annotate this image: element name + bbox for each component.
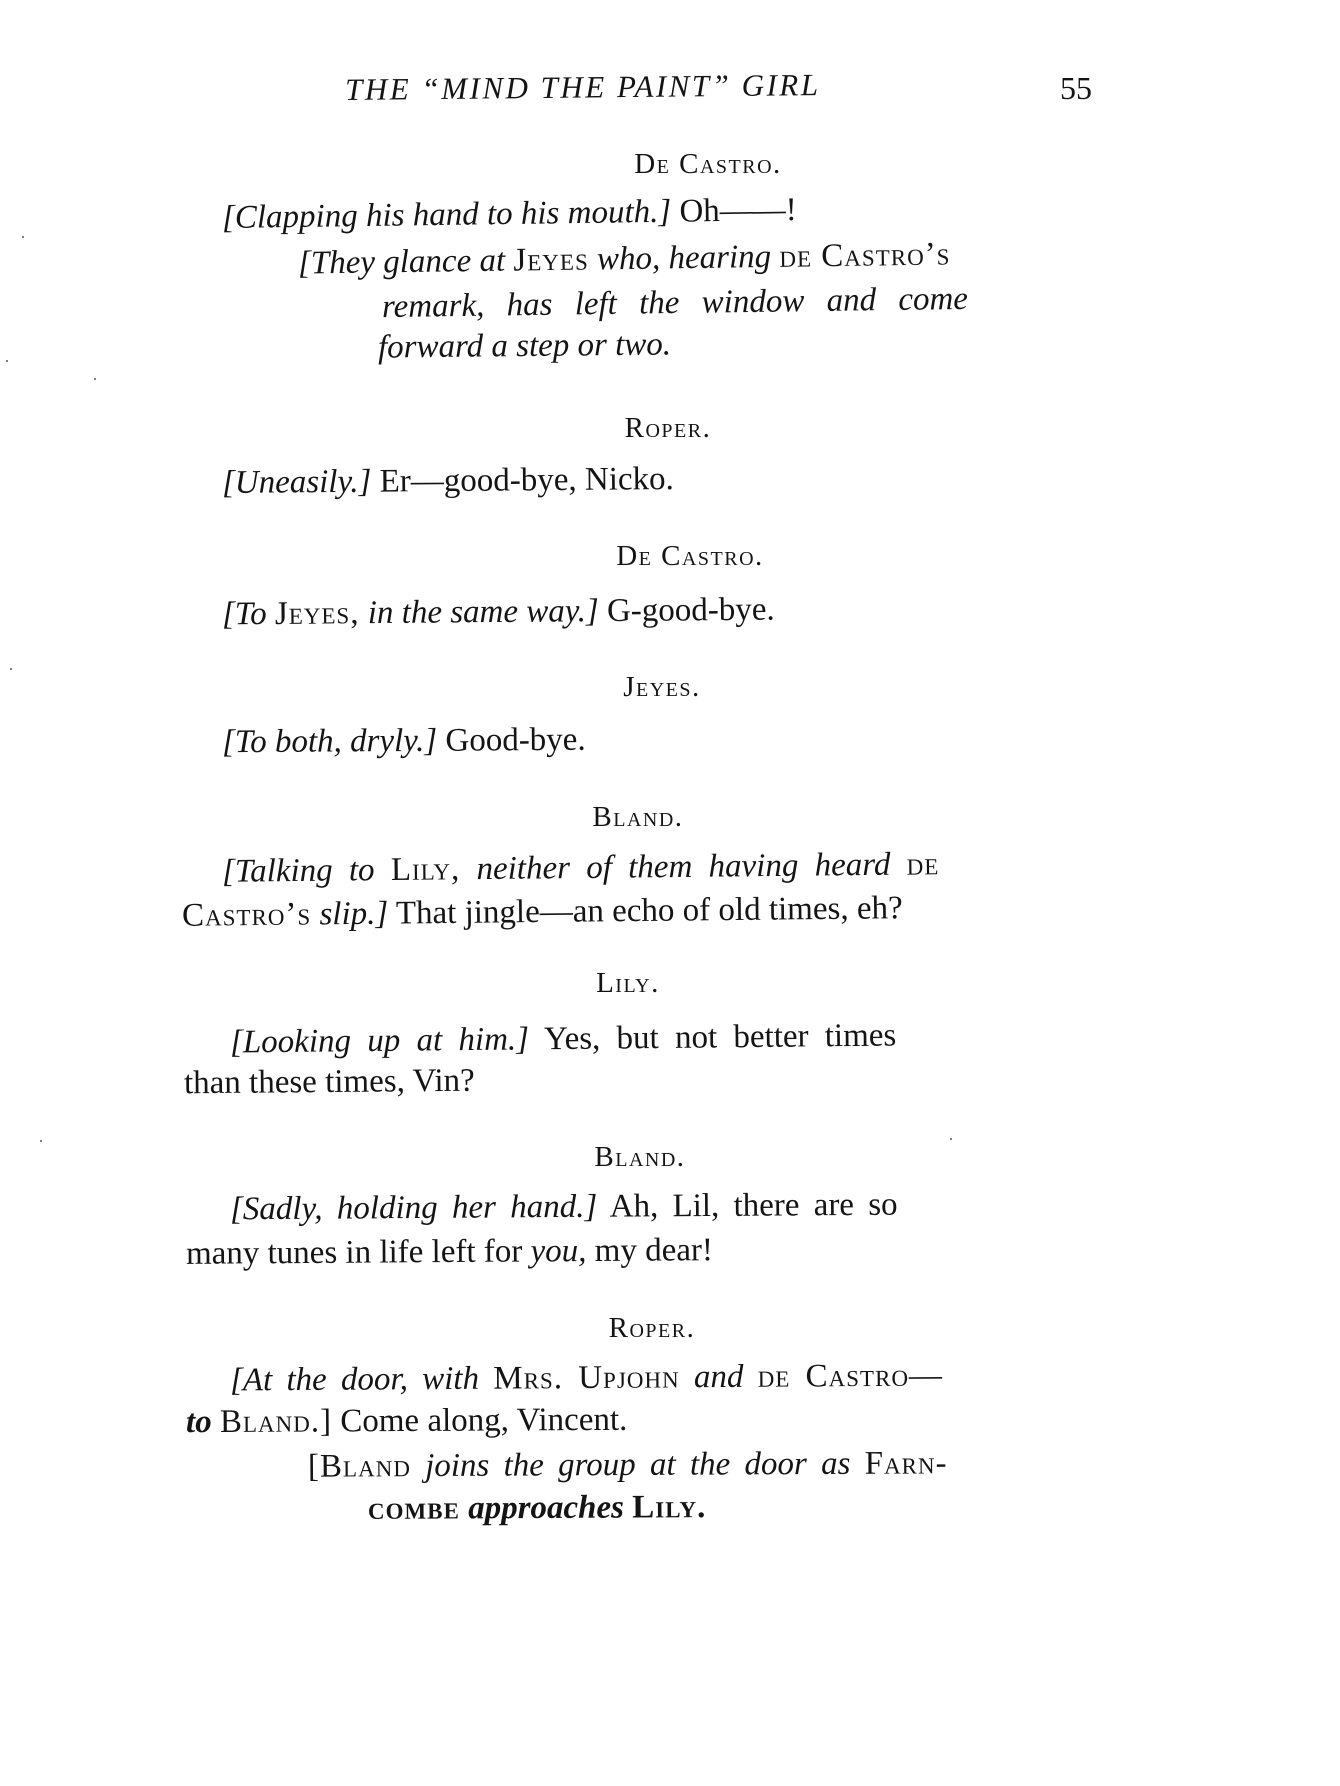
speaker-name: De Castro.	[634, 148, 782, 180]
speaker-name: Bland.	[594, 1141, 686, 1173]
stage-direction-line: combe approaches Lily.	[367, 1489, 707, 1527]
stage-direction-line: [Bland joins the group at the door as Farn-	[307, 1445, 948, 1485]
speaker-name: Roper.	[608, 1312, 696, 1344]
scan-speck	[950, 1138, 952, 1140]
speech-text: Yes, but not better times	[543, 1017, 897, 1058]
speech-text: G-good-bye.	[606, 591, 775, 630]
speech-text: Oh——!	[679, 191, 798, 230]
dialogue-line: Castro’s slip.] That jingle—an echo of old times, eh?	[181, 890, 903, 934]
stage-direction-line: [They glance at Jeyes who, hearing de Castro’s	[297, 236, 951, 282]
speech-text: That jingle—an echo of old times, eh?	[395, 890, 903, 932]
scan-speck	[22, 236, 24, 238]
speaker-name: Bland.	[592, 801, 684, 833]
speech-text: Er—good-bye, Nicko.	[379, 461, 675, 500]
speech-text: Come along, Vincent.	[340, 1401, 628, 1440]
stage-direction: [Sadly, holding her hand.]	[229, 1188, 598, 1228]
dialogue-line: than these times, Vin?	[183, 1062, 475, 1102]
stage-direction: [To both, dryly.]	[221, 722, 438, 761]
stage-direction-line: forward a step or two.	[377, 326, 672, 366]
dialogue-line	[229, 1186, 898, 1228]
stage-direction: [Clapping his hand to his mouth.]	[221, 193, 672, 237]
dialogue-line	[221, 721, 586, 761]
scan-speck	[10, 668, 12, 670]
dialogue-line: [At the door, with Mrs. Upjohn and de Castro—	[229, 1357, 944, 1399]
speaker-name: Roper.	[624, 412, 712, 444]
dialogue-line: to Bland.] Come along, Vincent.	[185, 1401, 628, 1441]
stage-direction: [Looking up at him.]	[229, 1021, 530, 1061]
scan-speck	[6, 360, 8, 362]
speech-text: Ah, Lil, there are so	[609, 1186, 898, 1225]
stage-direction: [Uneasily.]	[221, 463, 372, 501]
speaker-name: Jeyes.	[623, 671, 701, 703]
page-number: 55	[1060, 70, 1092, 106]
dialogue-line: [Talking to Lily, neither of them having heard de	[221, 846, 940, 890]
dialogue-line	[221, 191, 798, 237]
dialogue-line	[229, 1017, 897, 1061]
stage-direction-line: remark, has left the window and come	[381, 280, 969, 326]
scan-speck	[40, 1140, 42, 1142]
speech-text: Good-bye.	[445, 721, 586, 759]
speaker-name: De Castro.	[616, 540, 764, 572]
dialogue-line: many tunes in life left for you, my dear!	[185, 1232, 714, 1272]
running-title: THE “MIND THE PAINT” GIRL	[345, 67, 821, 107]
dialogue-line	[222, 463, 674, 500]
dialogue-line: [To Jeyes, in the same way.] G-good-bye.	[221, 591, 775, 633]
speaker-name: Lily.	[596, 967, 660, 999]
scan-speck	[94, 378, 96, 380]
